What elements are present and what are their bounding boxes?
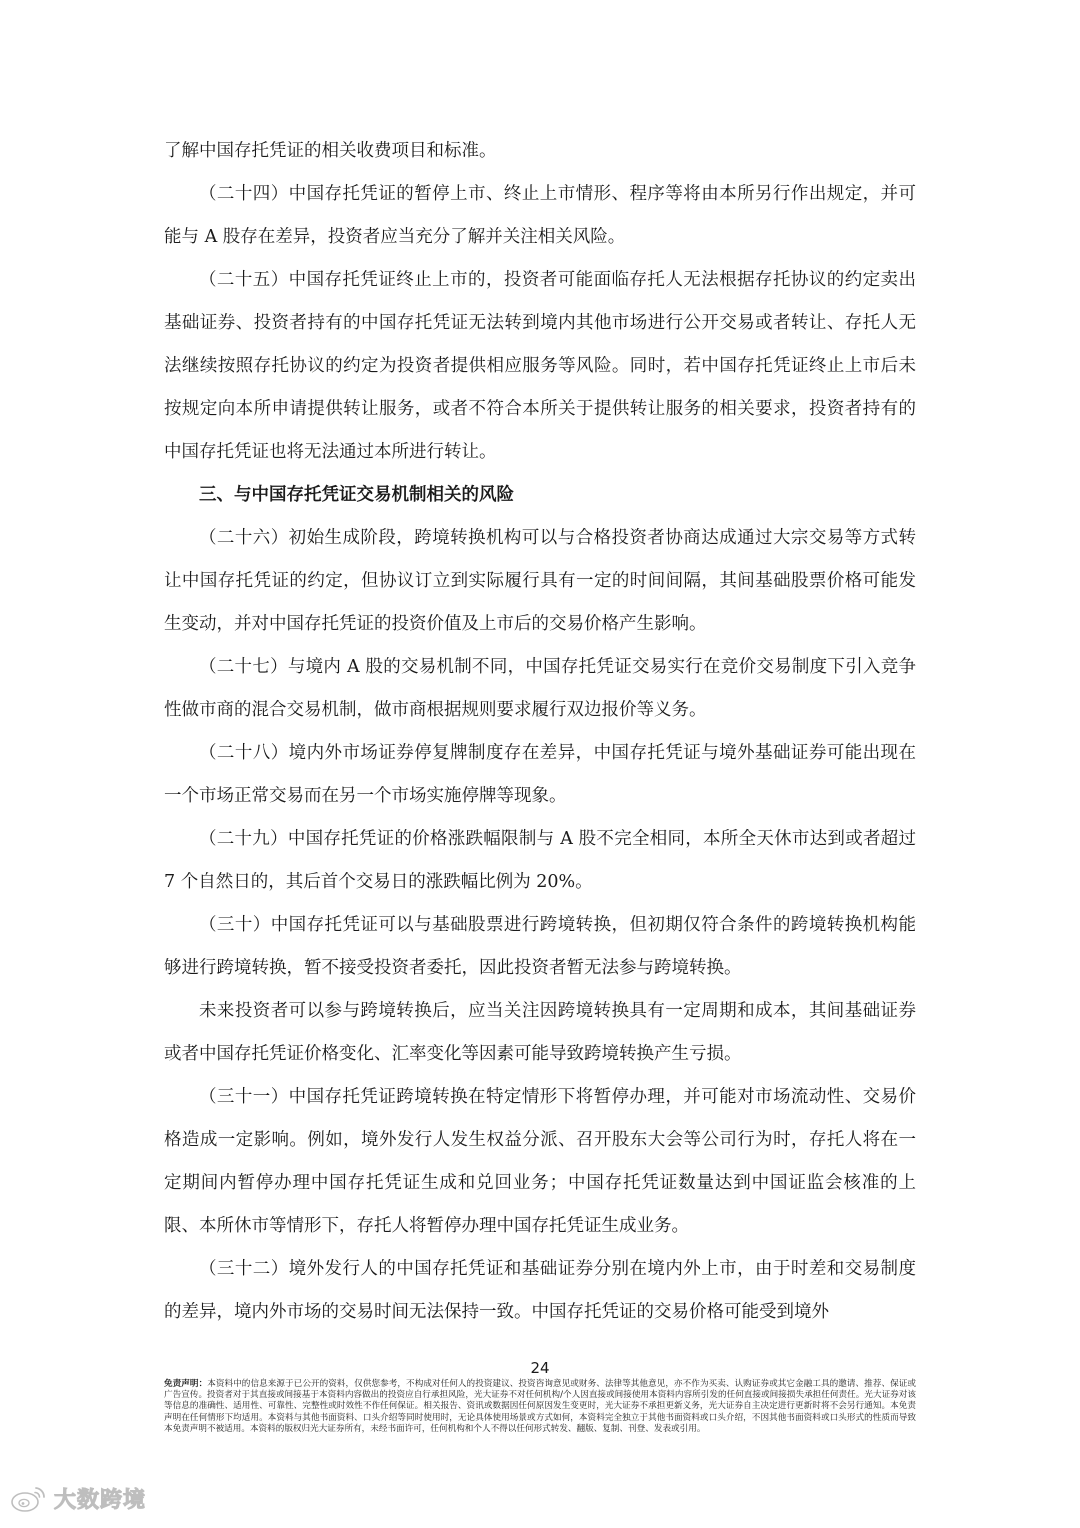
paragraph-26: （二十六）初始生成阶段，跨境转换机构可以与合格投资者协商达成通过大宗交易等方式转让中国存托凭证的约定，但协议订立到实际履行具有一定的时间间隔，其间基础股票价格可能发生变动，并对中国存托凭证的投资价值及上市后的交易价格产生影响。 xyxy=(164,528,916,634)
watermark-text: 大数跨境 xyxy=(54,1487,147,1513)
paragraph-continuation: 了解中国存托凭证的相关收费项目和标准。 xyxy=(164,141,497,161)
page-number: 24 xyxy=(530,1359,550,1377)
paragraph-30: （三十）中国存托凭证可以与基础股票进行跨境转换，但初期仅符合条件的跨境转换机构能够进行跨境转换，暂不接受投资者委托，因此投资者暂无法参与跨境转换。 xyxy=(164,915,916,978)
disclaimer-text: 本资料中的信息来源于已公开的资料，仅供您参考，不构成对任何人的投资建议、投资咨询意见或财务、法律等其他意见，亦不作为买卖、认购证券或其它金融工具的邀请、推荐、保证或广告宣传。投资者对于其直接或间接基于本资料内容做出的投资应自行承担风险，光大证券不对任何机构/个人因直接或间接使用本资料内容所引发的任何直接或间接损失承担任何责任。光大证券对该等信息的准确性、适用性、可靠性、完整性或时效性不作任何保证。相关报告、资讯或数据因任何原因发生变更时，光大证券不承担更新义务，光大证券自主决定进行更新时将不会另行通知。本免责声明在任何情形下均适用。本资料与其他书面资料、口头介绍等同时使用时，无论具体使用场景或方式如何，本资料完全独立于其他书面资料或口头介绍，不因其他书面资料或口头形式的性质而导致本免责声明不被适用。本资料的版权归光大证券所有，未经书面许可，任何机构和个人不得以任何形式转发、翻版、复制、刊登、发表或引用。 xyxy=(164,1379,916,1434)
watermark xyxy=(10,1478,146,1518)
paragraph-24: （二十四）中国存托凭证的暂停上市、终止上市情形、程序等将由本所另行作出规定，并可能与 A 股存在差异，投资者应当充分了解并关注相关风险。 xyxy=(164,184,916,247)
paragraph-30-followup: 未来投资者可以参与跨境转换后，应当关注因跨境转换具有一定周期和成本，其间基础证券或者中国存托凭证价格变化、汇率变化等因素可能导致跨境转换产生亏损。 xyxy=(164,1001,916,1064)
paragraph-32: （三十二）境外发行人的中国存托凭证和基础证券分别在境内外上市，由于时差和交易制度的差异，境内外市场的交易时间无法保持一致。中国存托凭证的交易价格可能受到境外 xyxy=(164,1259,916,1322)
paragraph-28: （二十八）境内外市场证券停复牌制度存在差异，中国存托凭证与境外基础证券可能出现在一个市场正常交易而在另一个市场实施停牌等现象。 xyxy=(164,743,916,806)
weibo-logo-icon xyxy=(10,1483,48,1513)
paragraph-27: （二十七）与境内 A 股的交易机制不同，中国存托凭证交易实行在竞价交易制度下引入竞争性做市商的混合交易机制，做市商根据规则要求履行双边报价等义务。 xyxy=(164,657,916,720)
disclaimer xyxy=(164,1379,916,1435)
paragraph-31: （三十一）中国存托凭证跨境转换在特定情形下将暂停办理，并可能对市场流动性、交易价格造成一定影响。例如，境外发行人发生权益分派、召开股东大会等公司行为时，存托人将在一定期间内暂停办理中国存托凭证生成和兑回业务；中国存托凭证数量达到中国证监会核准的上限、本所休市等情形下，存托人将暂停办理中国存托凭证生成业务。 xyxy=(164,1087,916,1236)
paragraph-29: （二十九）中国存托凭证的价格涨跌幅限制与 A 股不完全相同，本所全天休市达到或者超过 7 个自然日的，其后首个交易日的涨跌幅比例为 20%。 xyxy=(164,829,916,892)
document-body xyxy=(164,130,916,1334)
section-heading-3: 三、与中国存托凭证交易机制相关的风险 xyxy=(199,485,514,505)
paragraph-25: （二十五）中国存托凭证终止上市的，投资者可能面临存托人无法根据存托协议的约定卖出基础证券、投资者持有的中国存托凭证无法转到境内其他市场进行公开交易或者转让、存托人无法继续按照存托协议的约定为投资者提供相应服务等风险。同时，若中国存托凭证终止上市后未按规定向本所申请提供转让服务，或者不符合本所关于提供转让服务的相关要求，投资者持有的中国存托凭证也将无法通过本所进行转让。 xyxy=(164,270,916,462)
disclaimer-label: 免责声明： xyxy=(164,1379,208,1389)
